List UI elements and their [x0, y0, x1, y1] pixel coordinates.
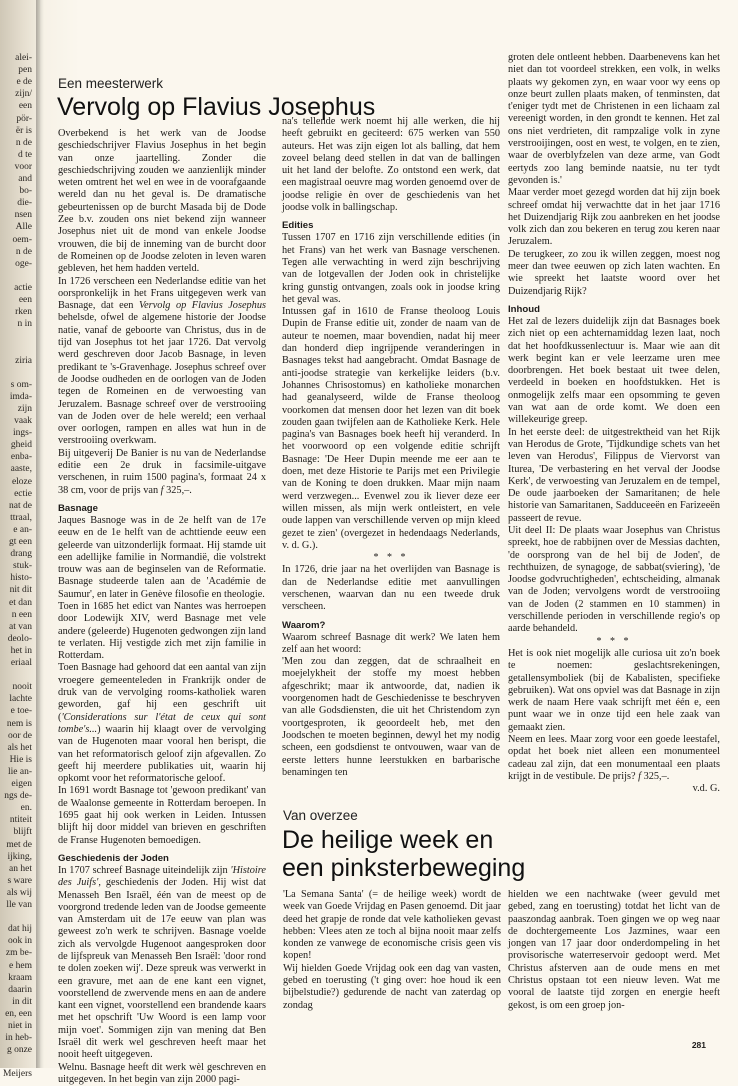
margin-fragment-line: and: [18, 174, 32, 184]
article2-column-1: 'La Semana Santa' (= de heilige week) wordt de week van Goede Vrijdag en Pasen genoemd. Dit jaar deed het grapje de ronde dat vele katholieken gevast hebben: Vlees aten ze toch al bijna nooit maar zelfs konden ze vanwege de economische crisis geen vis kopen! Wij hielden Goede Vrijdag ook een dag van vasten, gebed en toerusting ('t ging over: hoe houd ik een bijbelstudie?) gedurende de nacht van zaterdag op zondag: [283, 889, 501, 1011]
margin-fragment-line: n in: [17, 319, 32, 330]
page-fold-shadow: [36, 0, 44, 1068]
margin-fragment-line: nem is: [6, 718, 32, 729]
article2-title-line-2: een pinksterbeweging: [282, 854, 526, 882]
margin-fragment-line: met de: [6, 839, 32, 850]
article2-kicker: Van overzee: [283, 808, 358, 823]
margin-fragment-line: ntiteit: [9, 815, 32, 826]
article1-column-1: Overbekend is het werk van de Joodse geschiedschrijver Flavius Josephus in het begin van onze jaartelling. Zonder die geschiedschrijving zouden we aanzienlijk minder weten omtrent het wel en wee in de voorafgaande wereld dan nu het geval is. De dramatische gebeurtenissen op de burcht Masada bij de Dode Zee b.v. zouden ons niet bekend zijn wanneer Josephus niet uit de mond van enkele Joodse vrouwen, die bij de inneming van de burcht door de Romeinen op de Joodse zeloten in leven waren gebleven, het hem hadden verteld. In 1726 verscheen een Nederlandse editie van het oorspronkelijk in het Frans uitgegeven werk van Basnage, dat een Vervolg op Flavius Josephus behelsde, ofwel de algemene historie der Joodse natie, vanaf de geboorte van Christus, dus in de tijd van Josephus tot het jaar 1726. Dat vervolg werd geschreven door Jacob Basnage, in leven predikant te 's-Gravenhage. Josephus schreef over de Joodse oudheden en de oorlogen van de Joden tegen de Romeinen en de verwoesting van Jeruzalem. Basnage schreef over de verstrooiing van de Joden over de hele wereld; een verhaal over oorlogen, rampen en alles wat hun in de verstrooiing overkwam. Bij uitgeverij De Banier is nu van de Nederlandse editie een 2e druk in facsimile-uitgave verschenen, in ruim 1500 pagina's, formaat 24 x 38 cm, voor de prijs van f 325,–. Basnage Jaques Basnoge was in de 2e helft van de 17e eeuw en de 1e helft van de achttiende eeuw een geleerde van uitzonderlijk formaat. Hij stamde uit een adellijke familie in Normandië, die volstrekt trouw was aan de beginselen van de Reformatie. Basnage studeerde talen aan de 'Académie de Saumur', en later in Genève filosofie en theologie. Toen in 1685 het edict van Nantes was herroepen door Lodewijk XIV, werd Basnage met vele andere (geleerde) Hugenoten gedwongen zijn land te verlaten. Hij vestigde zich met zijn familie in Rotterdam. Toen Basnage had gehoord dat een aantal van zijn vroegere gemeenteleden in Frankrijk onder de druk van de vervolging rooms-katholiek waren geworden, gaf hij een geschrift uit ('Considerations sur l'état de ceux qui sont tombe's...) waarin hij klaagt over de vervolging van de Hugenoten maar vooral hen berispt, die van het reformatorisch geloof zijn afgevallen. Zo geeft hij meerdere publikaties uit, waarin hij opkomt voor het reformatorische geloof. In 1691 wordt Basnage tot 'gewoon predikant' van de Waalonse gemeente in Rotterdam beroepen. In 1695 gaat hij ook werken in Leiden. Intussen blijft hij door middel van brieven en geschriften de Franse Hugenoten bemoedigen. Geschiedenis der Joden In 1707 schreef Basnage uiteindelijk zijn 'Histoire des Juifs', geschiedenis der Joden. Hij wist dat Menasseh Ben Israël, één van de meest op de voorgrond tredende leden van de Joodse gemeente van Amsterdam uit de 17e eeuw van plan was geweest zo'n werk te schrijven. Basnage voelde zich als vervolgde Hugenoot aangesproken door de lijfspreuk van Menasseh Ben Israël: 'door rond te dolen zoeken wij'. Deze spreuk was verwerkt in een gravure, met aan de ene kant een vignet, voorstellend de zwervende mens en aan de andere kant een vignet, voorstellend een brandende kaars met het opschrift 'Uw Woord is een lamp voor mijn voet'. Sommigen zijn van mening dat Ben Israël dit werk wel geschreven heeft maar het nooit heeft uitgegeven. Welnu. Basnage heeft dit werk wèl geschreven en uitgegeven. In het begin van zijn 2000 pagi-: [58, 128, 267, 1085]
margin-fragment-line: aaste,: [10, 464, 32, 475]
margin-fragment-line: drang: [10, 549, 32, 560]
margin-fragment-line: alei-: [15, 53, 32, 63]
margin-fragment-line: oem-: [12, 234, 32, 245]
margin-fragment-line: blijft: [13, 827, 32, 838]
article1-column-2: na's tellende werk noemt hij alle werken, die hij heeft gebruikt en geciteerd: 675 werken van 550 auteurs. Het was zijn eigen lot als balling, dat hem zoveel belang deed stellen in dat van de ballingen uit het land der belofte. Zo ontstond een werk, dat een magistraal oeuvre mag worden genoemd over de joodse religie èn over de geschiedenis van het joodse volk in ballingschap. Edities Tussen 1707 en 1716 zijn verschillende edities (in het Frans) van het werk van Basnage verschenen. Tegen alle verwachting in werd zijn beschrijving van de lotgevallen der Joden ook in christelijke kring gunstig ontvangen, zoals ook in joodse kring het geval was. Intussen gaf in 1610 de Franse theoloog Louis Dupin de Franse editie uit, zonder de naam van de auteur te noemen, maar bovendien, nadat hij meer dan honderd diep ingrijpende veranderingen in Basnages tekst had aangebracht. Omdat Basnage de anti-joodse strategie van kerkelijke leiders (b.v. Johannes Chrisostomus) en katholieke monarchen had geanalyseerd, wilde de Franse theoloog voorkomen dat mensen door het lezen van dit boek zouden gaan twijfelen aan de Katholieke Kerk. Hele pagina's van Basnages boek heeft hij veranderd. In het voorwoord op een volgende editie schrijft Basnage: 'De Heer Dupin meende me eer aan te doen, met deze Historie te Parijs met een Privilegie van de Koning te doen drukken. Maar mijn naam werd verzwegen... Evenwel zou ik liever deze eer willen missen, als mijn werk ontleistert, en vele oude lappen van verschillende verven op mijn kleed gezet te zien' (overgezet in hedendaags Nederlands, v. d. G.). * * * In 1726, drie jaar na het overlijden van Basnage is dan de Nederlandse editie met aanvullingen verschenen, waarvan dan nu een tweede druk verscheen. Waarom? Waarom schreef Basnage dit werk? We laten hem zelf aan het woord: 'Men zou dan zeggen, dat de schraalheit en moejelykheit der stoffe my moest hebben afgeschrikt; maar ik antwoorde, dat, nadien ik voorgenomen hadt de Geschiedenisse te beschryven van alle Godsdiensten, die uit het Christendom zyn voortgesproten, ik geoordeelt heb, met den Joodschen te moeten beginnen, dewyl het my nodig scheen, een godsdienst te ontvouwen, waar van de eerste letters hunne leerstukken en barbarische benamingen ten: [282, 116, 500, 778]
margin-fragment-line: ziria: [15, 355, 32, 366]
margin-fragment-line: d te: [18, 149, 32, 160]
margin-fragment-line: oor de: [7, 730, 32, 741]
margin-fragment-line: lle van: [6, 900, 32, 910]
margin-fragment-line: ttraal,: [10, 512, 32, 523]
page-number: 281: [691, 1040, 706, 1050]
margin-fragment-line: e hem: [9, 960, 32, 971]
margin-fragment-line: Alle: [15, 222, 32, 233]
margin-fragment-line: lie an-: [7, 766, 32, 777]
margin-fragment-line: imda-: [9, 391, 32, 402]
margin-fragment-line: niet in: [7, 1021, 32, 1031]
margin-fragment-line: n een: [11, 609, 32, 620]
margin-fragment-line: gheid: [10, 440, 32, 451]
margin-fragment-line: pen: [18, 65, 32, 76]
margin-fragment-line: s ware: [7, 875, 32, 886]
margin-fragment-line: ër is: [15, 125, 32, 136]
margin-fragment-line: ectie: [14, 488, 32, 499]
margin-fragment-line: rken: [15, 307, 32, 318]
margin-fragment-line: eloze: [11, 476, 32, 487]
margin-fragment-line: die-: [17, 198, 32, 209]
margin-fragment-line: dat hij: [7, 924, 32, 935]
margin-fragment-line: at van: [9, 621, 32, 632]
margin-fragment-line: nit dit: [9, 585, 32, 596]
margin-fragment-line: en, een: [5, 1008, 32, 1019]
margin-fragment-line: voor: [14, 161, 32, 172]
margin-fragment-line: pör-: [16, 113, 32, 124]
margin-fragment-line: n de: [15, 137, 32, 148]
margin-fragment-line: nooit: [12, 682, 32, 693]
margin-fragment-line: nat de: [9, 500, 32, 511]
margin-fragment-line: e de: [16, 77, 32, 88]
margin-fragment-line: eriaal: [10, 658, 32, 668]
article2-column-2: hielden we een nachtwake (weer gevuld met gebed, zang en toerusting) totdat het licht van de paaszondag aanbrak. Toen gingen we op weg naar de dochtergemeente Los Jazmines, waar een jongen van 17 jaar door onderdompeling in het provisorische waterreservoir gedoopt werd. Met Christus afsterven aan de oude mens en met Christus opstaan tot een nieuw leven. Wat me vooral de laatste tijd zorgen en energie heeft gekost, is om een groep jon-: [508, 889, 720, 1011]
article1-title: Vervolg op Flavius Josephus: [57, 93, 376, 121]
margin-fragment-line: Meijers: [2, 1069, 32, 1080]
margin-fragment-line: lachte: [9, 694, 32, 705]
margin-fragment-line: oge-: [15, 258, 32, 269]
margin-fragment-line: Hie is: [9, 754, 32, 765]
article2-title-line-1: De heilige week en: [282, 826, 494, 854]
article1-column-3: groten dele ontleent hebben. Daarbenevens kan het niet dan tot voordeel strekken, een volk, in welks plaats wy gekomen zyn, en waar voor wy eens op onze beurt zullen plaats maken, of tenminsten, dat t'eniger tydt met de Christenen in een lichaam zal vereenigt worden, in den grondt te kennen. Het zal ons niet verdrieten, dit rampzalige volk in zyne verstrooijingen, oost en west, te volgen, en te zien, waar de overblyfzelen van deze arme, van Godt eertyds zoo lang beminde naatsie, nu ter tydt gevonden is.' Maar verder moet gezegd worden dat hij zijn boek schreef omdat hij verwachtte dat in het jaar 1716 het Duizendjarig Rijk zou aanbreken en het joodse volk zich dan zou bekeren en terug zou keren naar Jeruzalem. De terugkeer, zo zou ik willen zeggen, moest nog meer dan twee eeuwen op zich laten wachten. En wie spreekt het laatste woord over het Duizendjarig Rijk? Inhoud Het zal de lezers duidelijk zijn dat Basnages boek zich niet op een achternamiddag lezen laat, noch dat het hoofdkussenlectuur is. Maar wie aan dit werk begint kan er vele leerzame uren mee doorbrengen. Het boek bestaat uit twee delen, verdeeld in boeken en hoofdstukken. Het is onmogelijk zelfs maar een opsomming te geven van wat aan de orde komt. We doen een willekeurige greep. In het eerste deel: de uitgestrektheid van het Rijk van Herodus de Grote, 'Tijdkundige schets van het leven van Herodus', Filippus de Viervorst van Iturea, 'De verbastering en het verval der Joodse Kerk', de verwoesting van Jeruzalem en de tempel, De oude jaarboeken der Samaritanen; de hele historie van Samaritanen, Sadduceeën en Farizeeën passeert de revue. Uit deel II: De plaats waar Josephus van Christus spreekt, hoe de rabbijnen over de Messias dachten, 'de oorsprong van de hel bij de Joden', de rechthuizen, de synagoge, de sabbat(sviering), 'de Joodse godvruchtigheden', echtscheiding, almanak van de Joden; vervolgens wordt de verstrooiing van de Joden (2 stammen en 10 stammen) in verschillende perioden in verschillende regio's op aarde behandeld. * * * Het is ook niet mogelijk alle curiosa uit zo'n boek te noemen: geslachtsrekeningen, getallensymboliek (bij de Kabalisten, specifieke gebruiken). Wat ons opviel was dat Basnage in zijn werk de naam Here vaak schrijft met één e, een punt waar we in onze tijd een hele zaak van gemaakt zien. Neem en lees. Maar zorg voor een goede leestafel, opdat het boek niet alleen een monumenteel cadeau zal zijn, dat een monumentaal een plaats krijgt in de vestibule. De prijs? f 325,–. v.d. G.: [508, 52, 720, 795]
margin-fragment-line: et dan: [9, 597, 32, 608]
margin-fragment-line: en.: [20, 803, 32, 814]
margin-fragment-line: het in: [10, 645, 32, 656]
margin-fragment-line: an het: [9, 863, 32, 874]
margin-fragment-line: n de: [15, 246, 32, 257]
margin-fragment-line: in heb-: [5, 1033, 32, 1044]
margin-fragment-line: nsen: [14, 210, 32, 221]
margin-fragment-line: zm be-: [5, 948, 32, 959]
margin-fragment-line: als het: [7, 742, 32, 753]
margin-fragment-line: ook in: [7, 936, 32, 947]
margin-fragment-line: s om-: [10, 379, 32, 390]
margin-fragment-line: bo-: [19, 186, 32, 197]
left-page-margin-fragment: [0, 0, 40, 1080]
margin-fragment-line: in dit: [12, 996, 32, 1007]
margin-fragment-line: een: [18, 101, 32, 112]
margin-fragment-line: deolo-: [7, 633, 32, 644]
margin-fragment-line: ngs de-: [4, 791, 32, 802]
margin-fragment-line: zijn: [17, 403, 32, 414]
margin-fragment-line: ings-: [13, 428, 32, 439]
margin-fragment-line: gt een: [9, 537, 32, 547]
margin-fragment-line: histo-: [10, 573, 32, 584]
margin-fragment-line: vaak: [14, 416, 32, 426]
margin-fragment-line: actie: [14, 282, 32, 293]
margin-fragment-line: eigen: [11, 779, 32, 789]
margin-fragment-line: zijn/: [15, 89, 32, 100]
margin-fragment-line: ijking,: [7, 851, 32, 862]
margin-fragment-line: enba-: [10, 452, 32, 463]
margin-fragment-line: e an-: [13, 524, 32, 535]
margin-fragment-line: een: [18, 295, 32, 305]
margin-fragment-line: als wij: [6, 887, 32, 898]
article1-kicker: Een meesterwerk: [58, 76, 164, 91]
margin-fragment-line: stuk-: [13, 561, 32, 572]
margin-fragment-line: g onze: [6, 1045, 32, 1056]
margin-fragment-line: e toe-: [10, 706, 32, 717]
margin-fragment-line: daarin: [8, 984, 32, 995]
margin-fragment-line: kraam: [8, 972, 32, 983]
